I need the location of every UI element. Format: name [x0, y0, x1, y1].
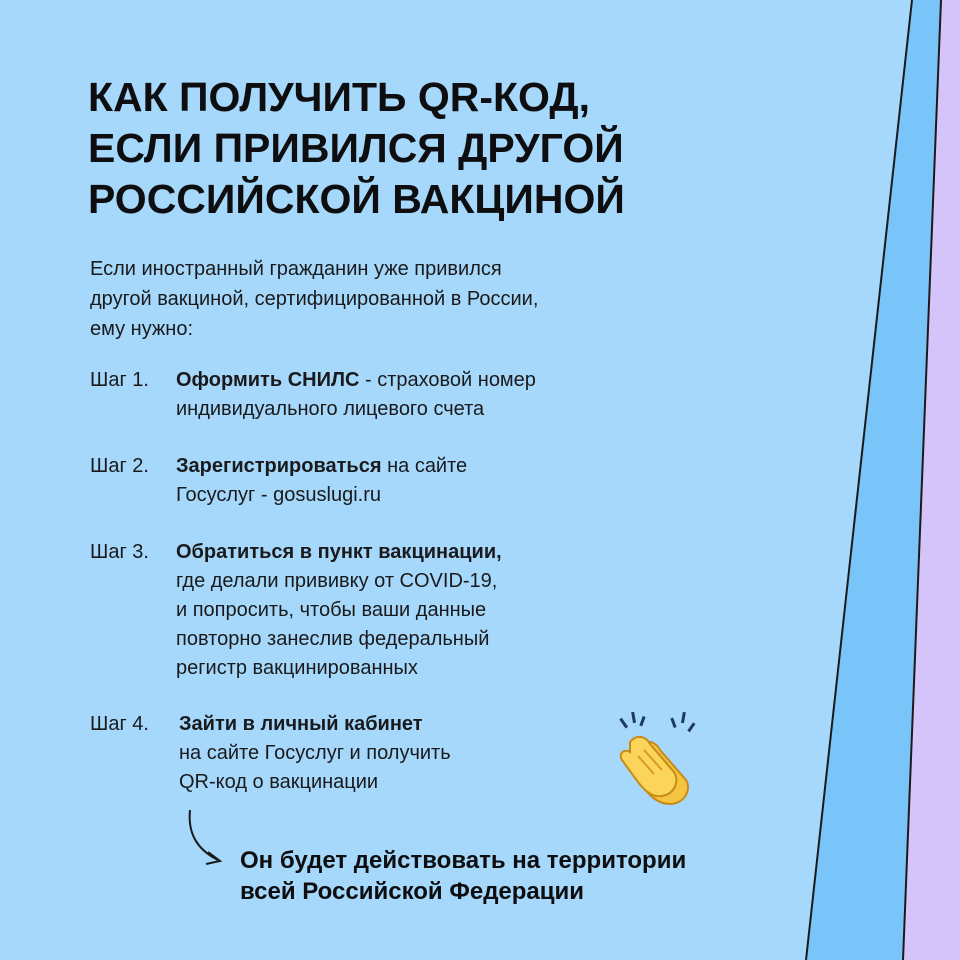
title-line: РОССИЙСКОЙ ВАКЦИНОЙ	[88, 176, 625, 222]
step-line: регистр вакцинированных	[176, 657, 418, 679]
title-line: КАК ПОЛУЧИТЬ QR-КОД,	[88, 74, 590, 120]
page-title	[88, 72, 625, 225]
intro-line: ему нужно:	[90, 318, 194, 340]
step-action: Зайти в личный кабинет	[179, 713, 423, 735]
step-text: - страховой номер	[359, 369, 536, 391]
step-line: Госуслуг - gosuslugi.ru	[176, 484, 381, 506]
step-line: индивидуального лицевого счета	[176, 398, 485, 420]
intro-text	[90, 254, 538, 344]
step-line: и попросить, чтобы ваши данные	[176, 599, 487, 621]
intro-line: Если иностранный гражданин уже привился	[90, 258, 502, 280]
final-line: всей Российской Федерации	[240, 878, 585, 905]
step-label: Шаг 1.	[90, 369, 149, 391]
step-line: повторно занеслив федеральный	[176, 628, 490, 650]
step-line: где делали прививку от COVID-19,	[176, 570, 498, 592]
step-action: Зарегистрироваться	[176, 455, 382, 477]
step-action: Обратиться в пункт вакцинации,	[176, 541, 502, 563]
intro-line: другой вакциной, сертифицированной в России,	[90, 288, 539, 310]
step-line: на сайте Госуслуг и получить	[179, 742, 451, 764]
title-line: ЕСЛИ ПРИВИЛСЯ ДРУГОЙ	[88, 125, 624, 171]
final-line: Он будет действовать на территории	[240, 847, 687, 874]
step-label: Шаг 3.	[90, 541, 149, 563]
step-text: на сайте	[381, 455, 468, 477]
step-label: Шаг 4.	[90, 713, 149, 735]
step-line: QR-код о вакцинации	[179, 771, 379, 793]
final-note	[240, 845, 686, 907]
curved-arrow-icon	[180, 808, 230, 870]
clapping-hands-icon	[608, 708, 706, 810]
step-label: Шаг 2.	[90, 455, 149, 477]
step-action: Оформить СНИЛС	[176, 369, 360, 391]
